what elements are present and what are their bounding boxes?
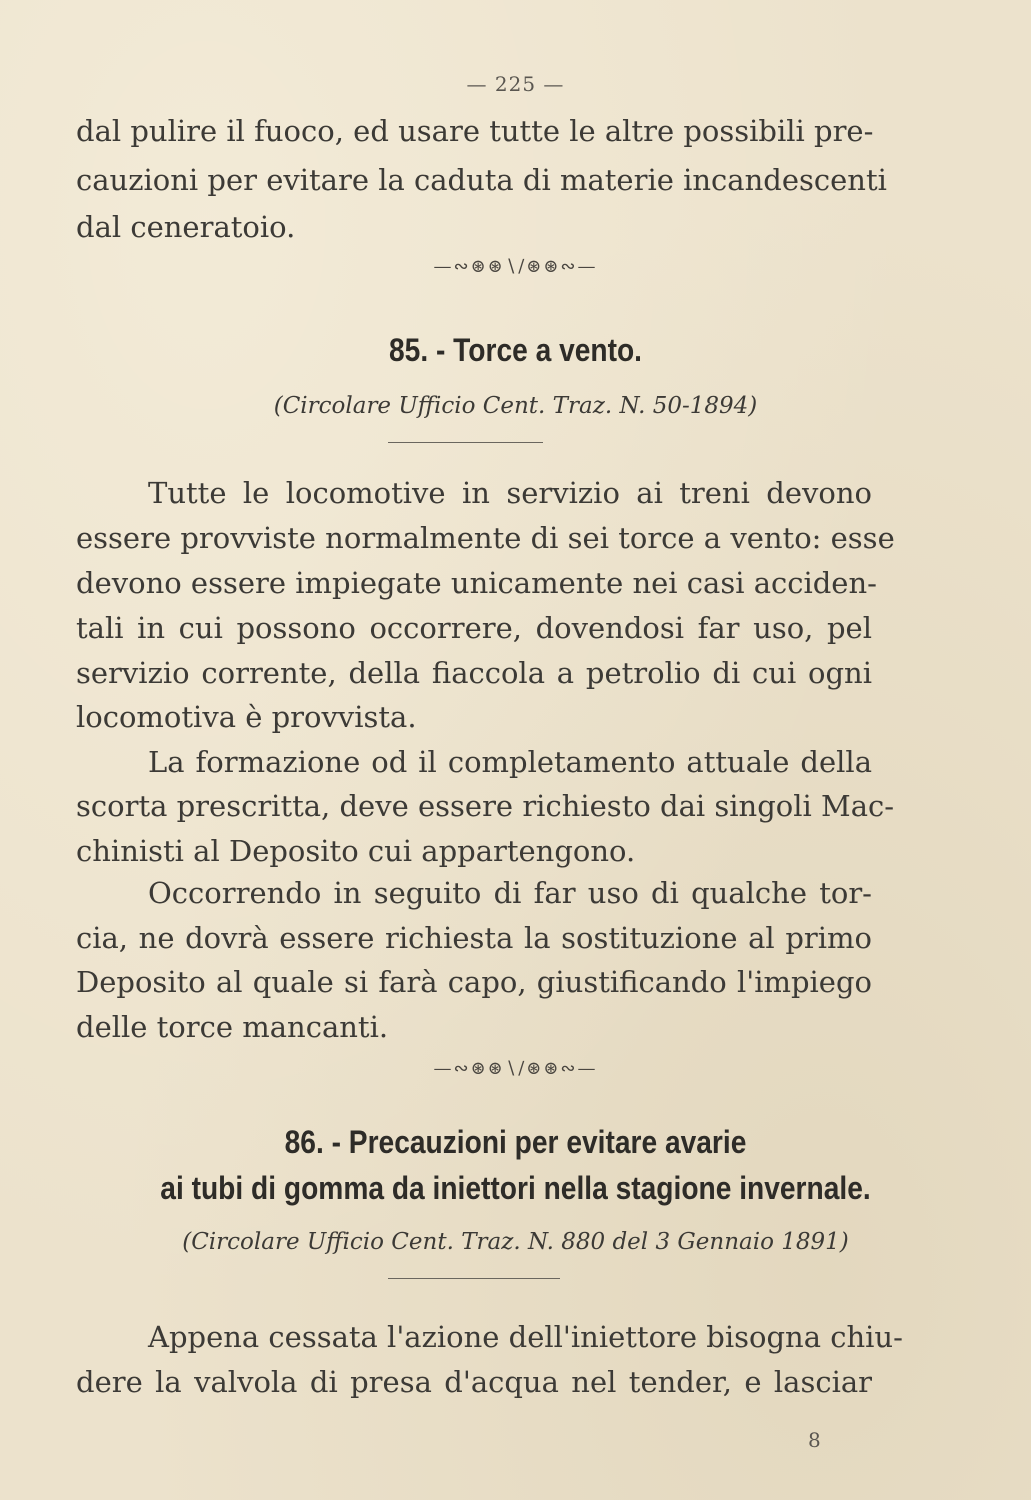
text-line: dere la valvola di presa d'acqua nel tender, e lasciar bbox=[76, 1365, 872, 1399]
text-line: devono essere impiegate unicamente nei casi acciden- bbox=[76, 566, 877, 600]
ornament-divider: —∾⊛⊛∖∕⊛⊛∾— bbox=[433, 256, 598, 277]
text-line: Appena cessata l'azione dell'iniettore bisogna chiu- bbox=[148, 1320, 903, 1354]
text-line: locomotiva è provvista. bbox=[76, 700, 417, 734]
section-86-heading-line-2: ai tubi di gomma da iniettori nella stagione invernale. bbox=[160, 1170, 871, 1206]
section-86-heading-line-1: 86. - Precauzioni per evitare avarie bbox=[284, 1124, 747, 1160]
signature-mark: 8 bbox=[808, 1428, 821, 1452]
text-line: dal pulire il fuoco, ed usare tutte le altre possibili pre- bbox=[76, 114, 874, 148]
text-line: servizio corrente, della fiaccola a petrolio di cui ogni bbox=[76, 656, 872, 690]
text-line: scorta prescritta, deve essere richiesto dai singoli Mac- bbox=[76, 789, 895, 823]
text-line: essere provviste normalmente di sei torce a vento: esse bbox=[76, 521, 895, 555]
page-number: — 225 — bbox=[466, 72, 565, 96]
text-line: tali in cui possono occorrere, dovendosi far uso, pel bbox=[76, 611, 872, 645]
text-line: cia, ne dovrà essere richiesta la sostituzione al primo bbox=[76, 921, 872, 955]
section-86-rule bbox=[388, 1278, 560, 1279]
text-line: La formazione od il completamento attuale della bbox=[148, 745, 872, 779]
text-line: dal ceneratoio. bbox=[76, 210, 296, 244]
ornament-divider: —∾⊛⊛∖∕⊛⊛∾— bbox=[433, 1058, 598, 1079]
section-86-circular-reference: (Circolare Ufficio Cent. Traz. N. 880 del 3 Gennaio 1891) bbox=[182, 1229, 849, 1255]
section-85-circular-reference: (Circolare Ufficio Cent. Traz. N. 50-1894) bbox=[273, 393, 758, 419]
text-line: chinisti al Deposito cui appartengono. bbox=[76, 834, 636, 868]
section-85-rule bbox=[388, 442, 543, 443]
section-85-heading: 85. - Torce a vento. bbox=[389, 332, 642, 368]
text-line: delle torce mancanti. bbox=[76, 1010, 389, 1044]
text-line: Occorrendo in seguito di far uso di qualche tor- bbox=[148, 876, 872, 910]
text-line: Deposito al quale si farà capo, giustificando l'impiego bbox=[76, 965, 872, 999]
text-line: cauzioni per evitare la caduta di materie incandescenti bbox=[76, 163, 887, 197]
text-line: Tutte le locomotive in servizio ai treni devono bbox=[148, 476, 872, 510]
